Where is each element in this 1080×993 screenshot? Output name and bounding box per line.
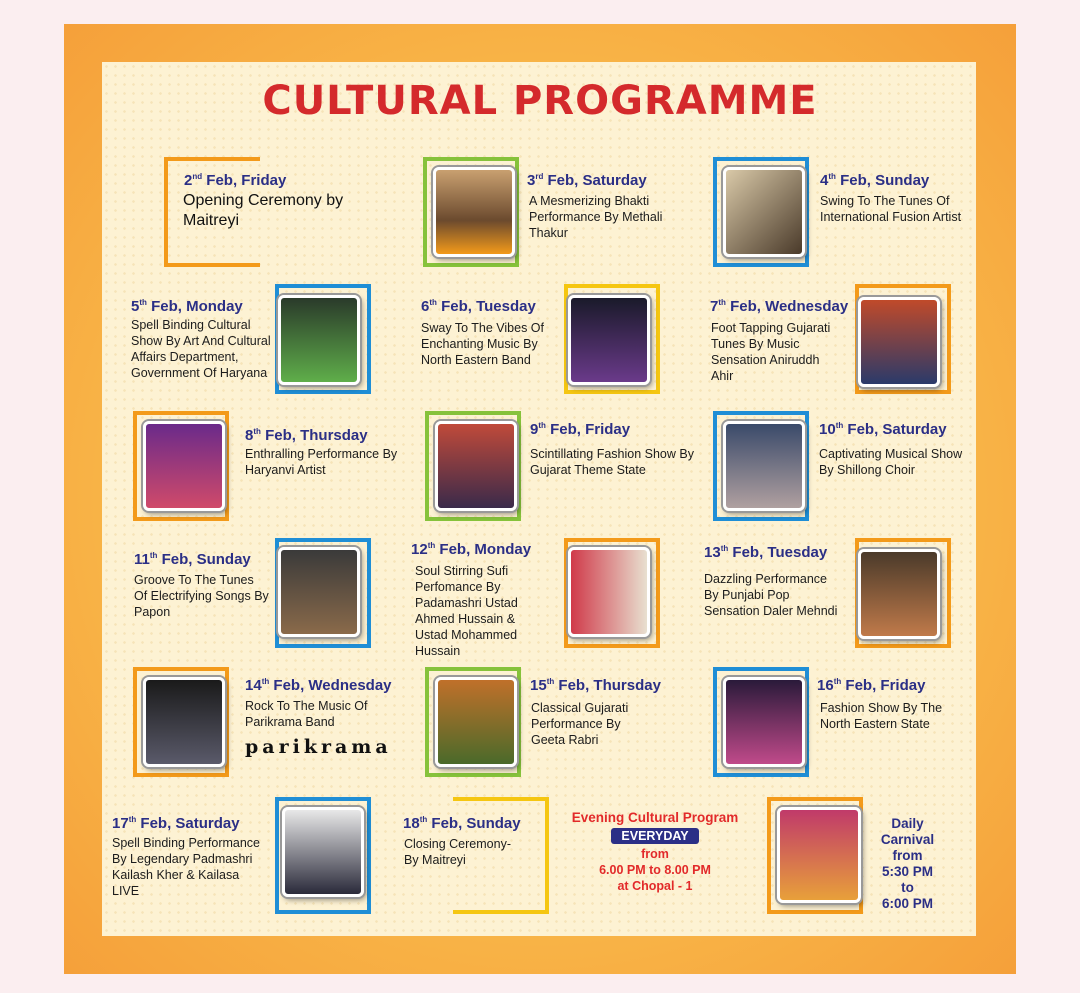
event-desc: Spell Binding Performance By Legendary Padmashri Kailash Kher & Kailasa LIVE bbox=[112, 836, 260, 898]
carnival-info bbox=[865, 816, 950, 912]
evening-program bbox=[560, 810, 750, 894]
event-desc: Foot Tapping Gujarati Tunes By Music Sensation Aniruddh Ahir bbox=[711, 321, 831, 383]
performer-photo bbox=[143, 677, 225, 767]
event-date: 18th Feb, Sunday bbox=[403, 815, 521, 832]
event-date: 6th Feb, Tuesday bbox=[421, 298, 536, 315]
event-desc: Dazzling Performance By Punjabi Pop Sensation Daler Mehndi bbox=[704, 572, 838, 618]
performer-photo bbox=[568, 547, 650, 637]
performer-photo bbox=[858, 297, 940, 387]
event-date: 13th Feb, Tuesday bbox=[704, 544, 828, 561]
event-desc: Rock To The Music Of Parikrama Band bbox=[245, 699, 368, 729]
event-desc: Swing To The Tunes Of International Fusion Artist bbox=[820, 194, 962, 224]
evening-time: 6.00 PM to 8.00 PM bbox=[599, 863, 711, 877]
performer-photo bbox=[435, 677, 517, 767]
event-date: 4th Feb, Sunday bbox=[820, 172, 930, 189]
parikrama-logo: parikrama bbox=[245, 736, 392, 758]
performer-photo bbox=[433, 167, 515, 257]
performer-photo bbox=[723, 167, 805, 257]
everyday-badge: EVERYDAY bbox=[611, 828, 698, 844]
event-desc: Scintillating Fashion Show By Gujarat Theme State bbox=[530, 447, 694, 477]
carnival-line: from bbox=[892, 848, 923, 863]
event-desc: Closing Ceremony- By Maitreyi bbox=[404, 837, 511, 867]
event-desc: Opening Ceremony by Maitreyi bbox=[183, 192, 344, 229]
event-date: 11th Feb, Sunday bbox=[134, 551, 251, 568]
event-date: 12th Feb, Monday bbox=[411, 541, 532, 558]
event-date: 5th Feb, Monday bbox=[131, 298, 243, 315]
carnival-line: Daily Carnival bbox=[880, 816, 935, 847]
event-date: 14th Feb, Wednesday bbox=[245, 677, 392, 694]
performer-photo bbox=[723, 421, 805, 511]
event-date: 7th Feb, Wednesday bbox=[710, 298, 849, 315]
event-desc: Enthralling Performance By Haryanvi Artist bbox=[245, 447, 398, 477]
event-desc: Fashion Show By The North Eastern State bbox=[820, 701, 943, 731]
evening-place: at Chopal - 1 bbox=[617, 879, 693, 893]
carnival-photo bbox=[777, 807, 861, 903]
carnival-line: 5:30 PM bbox=[881, 864, 934, 879]
event-desc: Groove To The Tunes Of Electrifying Songs By Papon bbox=[134, 573, 269, 619]
event-date: 9th Feb, Friday bbox=[530, 421, 631, 438]
event-date: 3rd Feb, Saturday bbox=[527, 172, 647, 189]
carnival-line: to bbox=[901, 880, 914, 895]
performer-photo bbox=[278, 295, 360, 385]
event-desc: Classical Gujarati Performance By Geeta Rabri bbox=[531, 701, 629, 747]
performer-photo bbox=[143, 421, 225, 511]
event-desc: Captivating Musical Show By Shillong Choir bbox=[819, 447, 963, 477]
event-date: 15th Feb, Thursday bbox=[530, 677, 661, 694]
performer-photo bbox=[568, 295, 650, 385]
event-date: 16th Feb, Friday bbox=[817, 677, 926, 694]
event-date: 2nd Feb, Friday bbox=[184, 172, 287, 189]
event-desc: Sway To The Vibes Of Enchanting Music By North Eastern Band bbox=[421, 321, 544, 367]
evening-title: Evening Cultural Program bbox=[571, 810, 739, 825]
event-date: 10th Feb, Saturday bbox=[819, 421, 947, 438]
event-desc: Spell Binding Cultural Show By Art And Cultural Affairs Department, Government Of Haryana bbox=[131, 318, 271, 380]
performer-photo bbox=[435, 421, 517, 511]
page-title: CULTURAL PROGRAMME bbox=[262, 78, 818, 124]
performer-photo bbox=[282, 807, 364, 897]
event-desc: Soul Stirring Sufi Perfomance By Padamashri Ustad Ahmed Hussain & Ustad Mohammed Hussain bbox=[415, 564, 518, 658]
performer-photo bbox=[723, 677, 805, 767]
event-date: 17th Feb, Saturday bbox=[112, 815, 240, 832]
performer-photo bbox=[858, 549, 940, 639]
evening-from: from bbox=[641, 847, 669, 861]
carnival-line: 6:00 PM bbox=[881, 896, 934, 911]
event-desc: A Mesmerizing Bhakti Performance By Methali Thakur bbox=[529, 194, 663, 240]
event-date: 8th Feb, Thursday bbox=[245, 427, 368, 444]
performer-photo bbox=[278, 547, 360, 637]
